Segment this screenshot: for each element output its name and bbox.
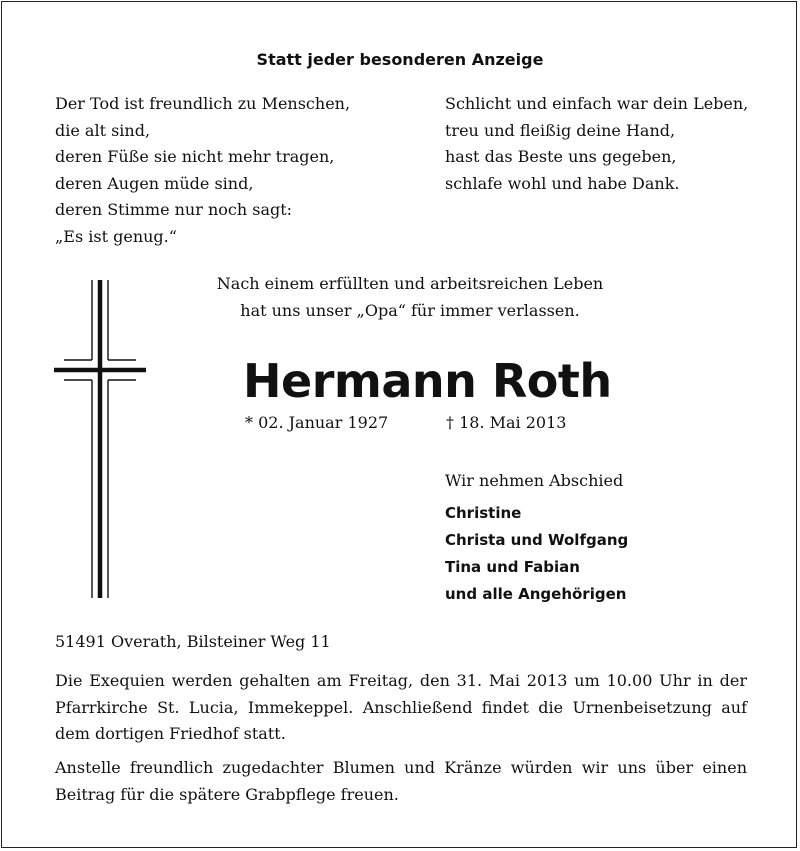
mourner-name: Christa und Wolfgang	[445, 531, 629, 549]
intro-text	[170, 271, 650, 324]
mourner-name: Christine	[445, 504, 522, 522]
cross-icon	[54, 280, 148, 598]
poem-line: hast das Beste uns gegeben,	[445, 147, 677, 166]
poem-line: Schlicht und einfach war dein Leben,	[445, 94, 749, 113]
intro-line: Nach einem erfüllten und arbeitsreichen Leben	[216, 274, 604, 293]
poem-line: schlafe wohl und habe Dank.	[445, 173, 680, 193]
farewell-lead: Wir nehmen Abschied	[445, 471, 624, 490]
farewell-block	[445, 467, 628, 608]
mourner-name: Tina und Fabian	[445, 558, 580, 576]
notice-heading: Statt jeder besonderen Anzeige	[256, 50, 544, 69]
mourner-name: und alle Angehörigen	[445, 585, 627, 603]
poem-line: deren Stimme nur noch sagt:	[55, 200, 293, 219]
poem-right	[445, 91, 748, 197]
address: 51491 Overath, Bilsteiner Weg 11	[55, 632, 331, 651]
birth-date: * 02. Januar 1927	[245, 413, 389, 432]
death-date: † 18. Mai 2013	[446, 413, 567, 432]
poem-line: die alt sind,	[55, 120, 151, 140]
poem-line: „Es ist genug.“	[55, 226, 177, 246]
deceased-name: Hermann Roth	[243, 354, 612, 408]
intro-line: hat uns unser „Opa“ für immer verlassen.	[240, 300, 580, 320]
poem-left	[55, 91, 350, 250]
poem-line: treu und fleißig deine Hand,	[445, 120, 676, 140]
donation-paragraph: Anstelle freundlich zugedachter Blumen und Kränze würden wir uns über einen Beitrag für die spätere Grabpflege freuen.	[55, 758, 747, 804]
poem-line: Der Tod ist freundlich zu Menschen,	[55, 94, 351, 113]
poem-line: deren Augen müde sind,	[55, 173, 254, 193]
poem-line: deren Füße sie nicht mehr tragen,	[55, 147, 335, 166]
service-paragraph: Die Exequien werden gehalten am Freitag, den 31. Mai 2013 um 10.00 Uhr in der Pfarrkirche St. Lucia, Immekeppel. Anschließend findet die Urnenbeisetzung auf dem dortigen Friedhof statt.	[55, 671, 747, 743]
